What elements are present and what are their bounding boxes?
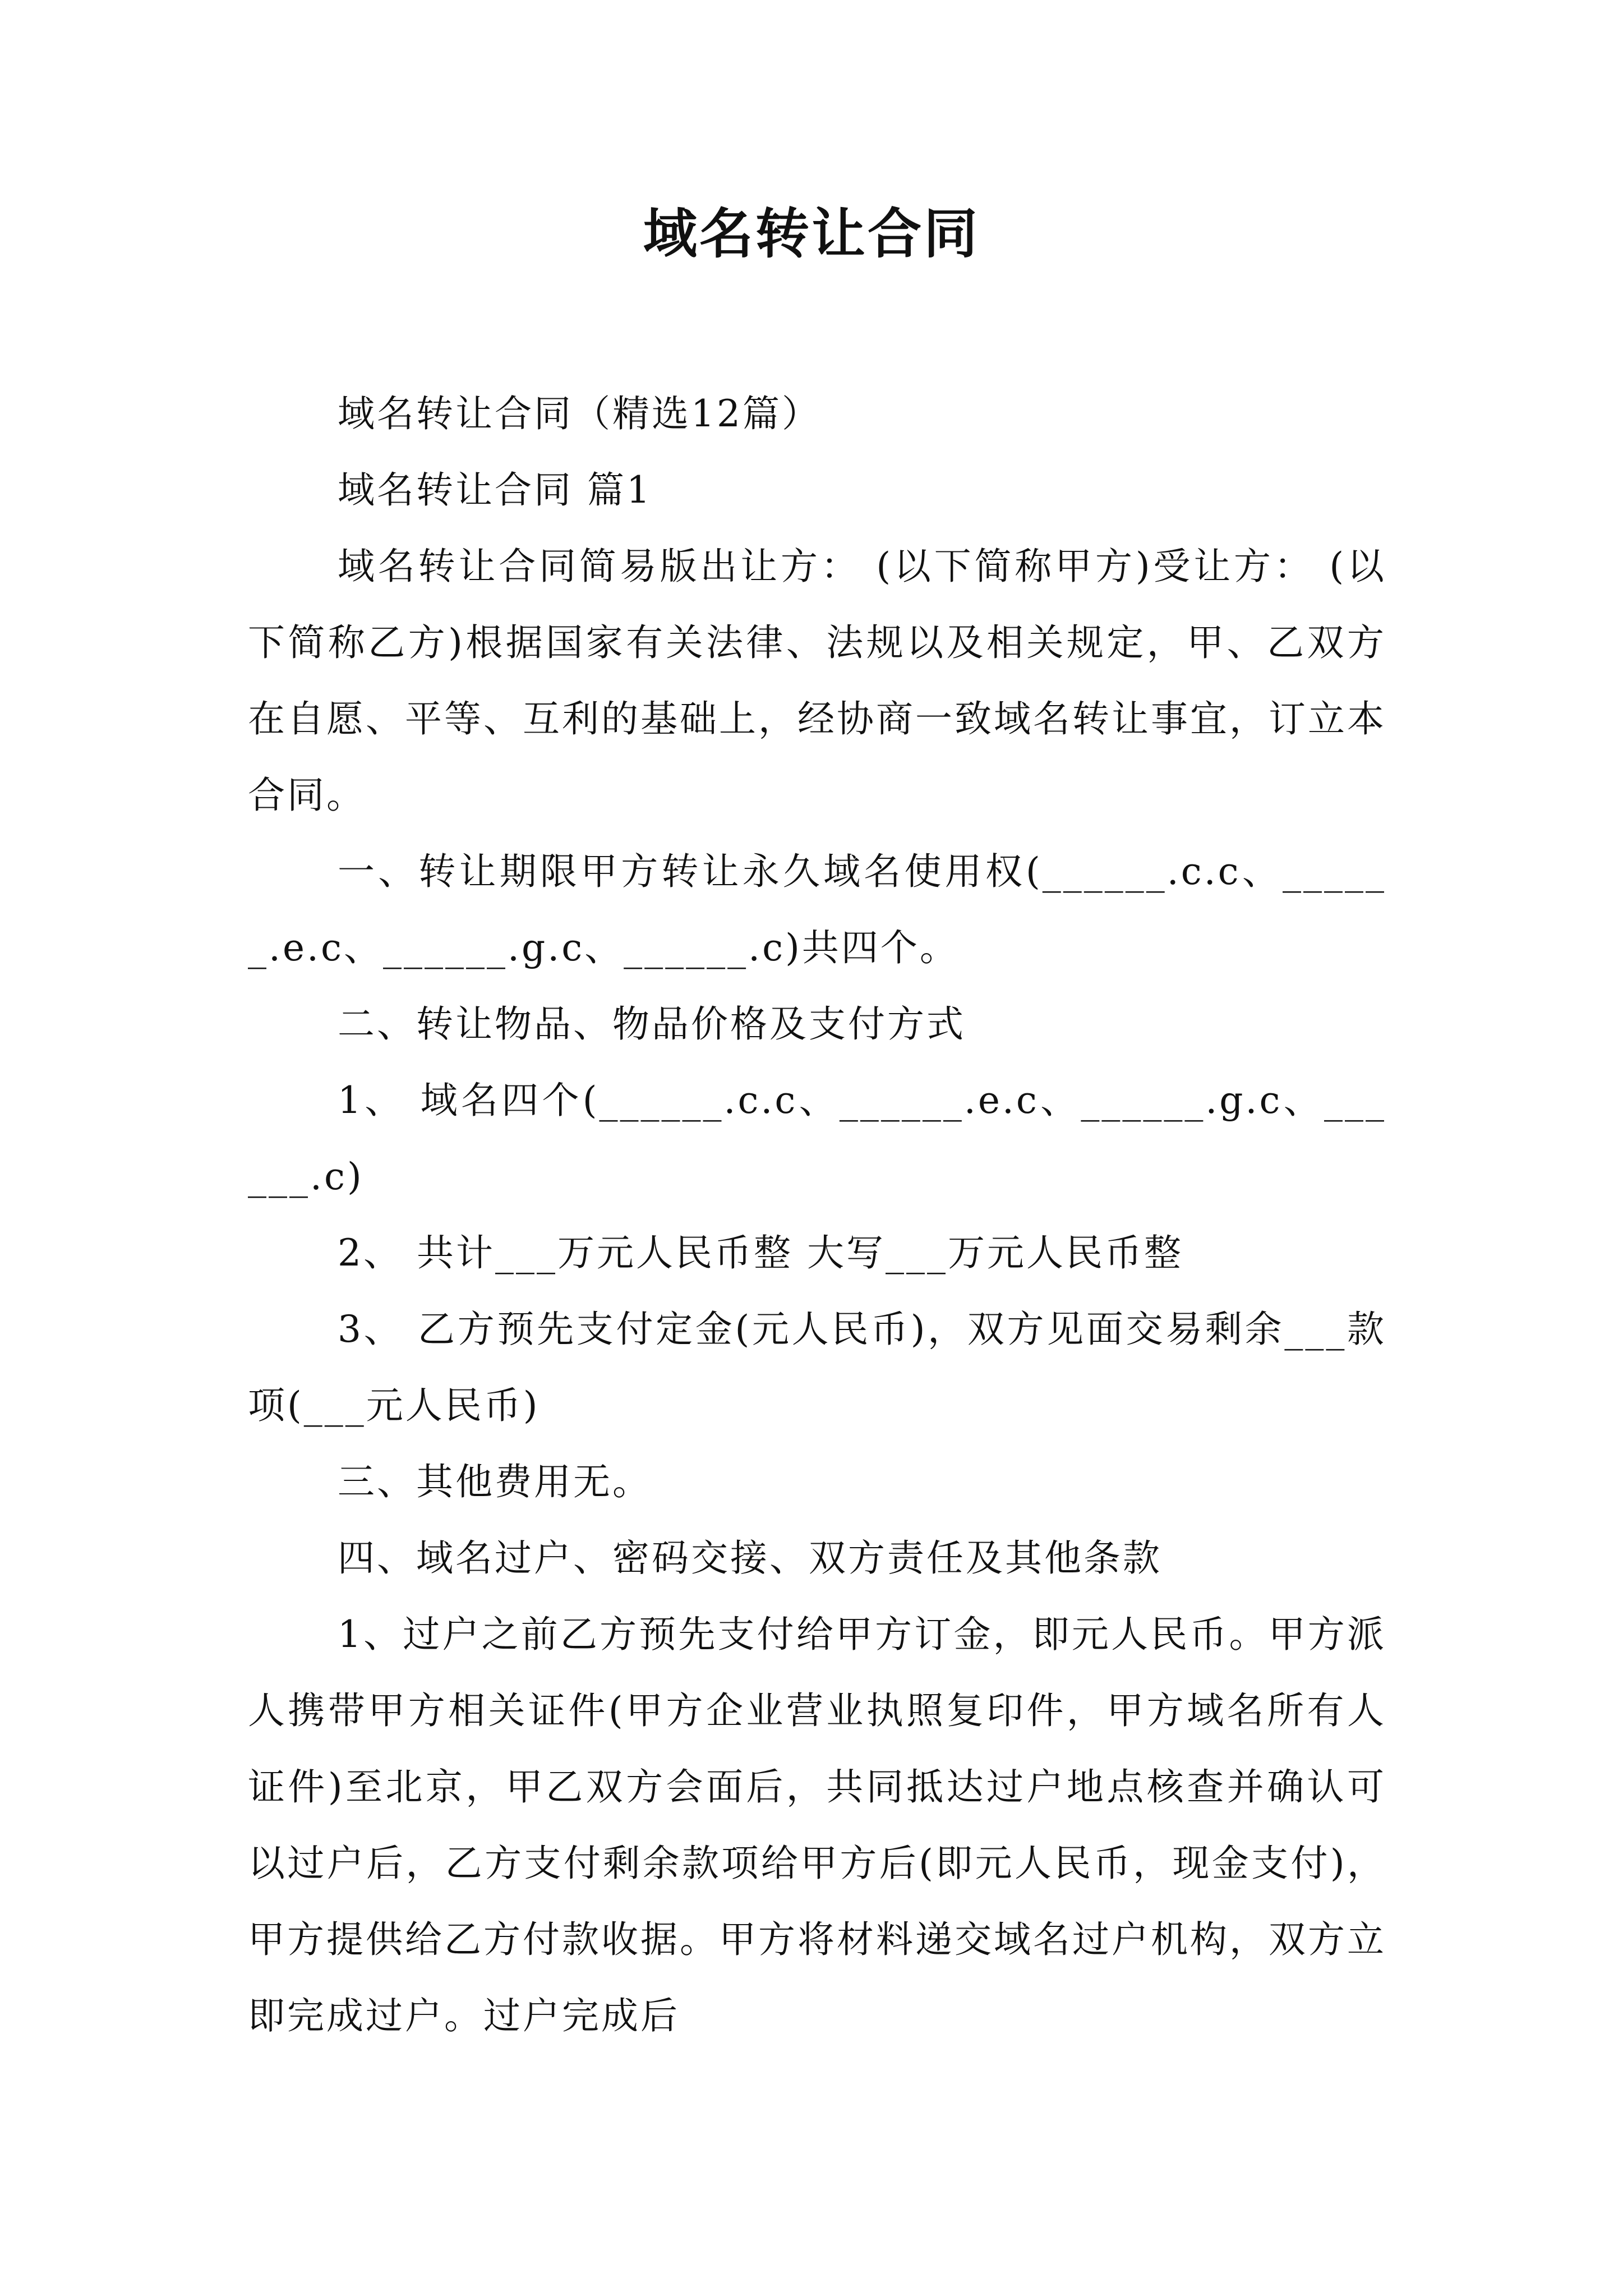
- paragraph-clause-4-item-1: 1、过户之前乙方预先支付给甲方订金，即元人民币。甲方派人携带甲方相关证件(甲方企业营业执照复印件，甲方域名所有人证件)至北京，甲乙双方会面后，共同抵达过户地点核查并确认可以过户后，乙方支付剩余款项给甲方后(即元人民币，现金支付)，甲方提供给乙方付款收据。甲方将材料递交域名过户机构，双方立即完成过户。过户完成后: [248, 1613, 1386, 2037]
- paragraph-clause-4-heading: 四、域名过户、密码交接、双方责任及其他条款: [338, 1536, 1162, 1580]
- paragraph-clause-2-item-2: 2、 共计___万元人民币整 大写___万元人民币整: [338, 1231, 1183, 1274]
- document-title: 域名转让合同: [643, 202, 980, 265]
- paragraph-section-heading: 域名转让合同 篇1: [338, 468, 652, 512]
- document-body: [248, 376, 1386, 2054]
- paragraph-clause-2-item-1: 1、 域名四个(______.c.c、______.e.c、______.g.c、______.c): [248, 1079, 1386, 1198]
- paragraph-clause-1: 一、转让期限甲方转让永久域名使用权(______.c.c、______.e.c、______.g.c、______.c)共四个。: [248, 850, 1386, 969]
- paragraph-subtitle: 域名转让合同（精选12篇）: [338, 392, 821, 435]
- paragraph-intro: 域名转让合同简易版出让方： (以下简称甲方)受让方： (以下简称乙方)根据国家有关法律、法规以及相关规定，甲、乙双方在自愿、平等、互利的基础上，经协商一致域名转让事宜，订立本合同。: [248, 545, 1386, 817]
- paragraph-clause-2-heading: 二、转让物品、物品价格及支付方式: [338, 1002, 966, 1046]
- paragraph-clause-2-item-3: 3、 乙方预先支付定金(元人民币)，双方见面交易剩余___款项(___元人民币): [248, 1308, 1386, 1427]
- paragraph-clause-3: 三、其他费用无。: [338, 1460, 652, 1503]
